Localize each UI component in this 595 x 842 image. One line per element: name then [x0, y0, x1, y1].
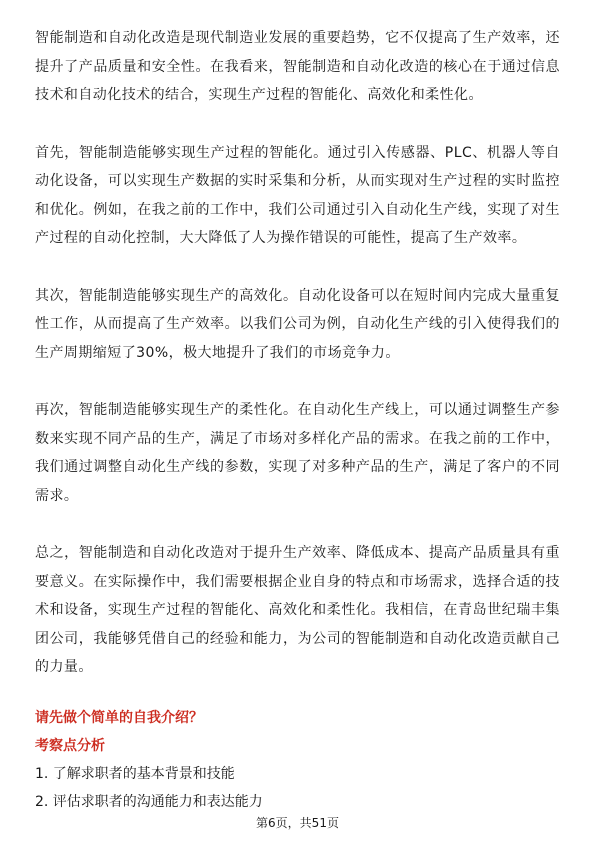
paragraph-intro: 智能制造和自动化改造是现代制造业发展的重要趋势，它不仅提高了生产效率，还提升了产品质量和安全性。在我看来，智能制造和自动化改造的核心在于通过信息技术和自动化技术的结合，实现生产过程的智能化、高效化和柔性化。: [35, 30, 560, 103]
question-section: [35, 706, 560, 816]
analysis-title: 考察点分析: [35, 738, 105, 754]
paragraph-efficient: 其次，智能制造能够实现生产的高效化。自动化设备可以在短时间内完成大量重复性工作，从而提高了生产效率。以我们公司为例，自动化生产线的引入使得我们的生产周期缩短了30%，极大地提升了我们的市场竞争力。: [35, 287, 560, 361]
answer-body: [35, 24, 560, 711]
page-number: 第6页，共51页: [256, 816, 339, 830]
list-item: 2. 评估求职者的沟通能力和表达能力: [35, 794, 263, 810]
paragraph-intelligent: 首先，智能制造能够实现生产过程的智能化。通过引入传感器、PLC、机器人等自动化设备，可以实现生产数据的实时采集和分析，从而实现对生产过程的实时监控和优化。例如，在我之前的工作中，我们公司通过引入自动化生产线，实现了对生产过程的自动化控制，大大降低了人为操作错误的可能性，提高了生产效率。: [35, 144, 560, 246]
list-item: 1. 了解求职者的基本背景和技能: [35, 766, 235, 782]
paragraph-flexible: 再次，智能制造能够实现生产的柔性化。在自动化生产线上，可以通过调整生产参数来实现不同产品的生产，满足了市场对多样化产品的需求。在我之前的工作中，我们通过调整自动化生产线的参数，实现了对多种产品的生产，满足了客户的不同需求。: [35, 402, 560, 504]
paragraph-conclusion: 总之，智能制造和自动化改造对于提升生产效率、降低成本、提高产品质量具有重要意义。在实际操作中，我们需要根据企业自身的特点和市场需求，选择合适的技术和设备，实现生产过程的智能化、高效化和柔性化。我相信，在青岛世纪瑞丰集团公司，我能够凭借自己的经验和能力，为公司的智能制造和自动化改造贡献自己的力量。: [35, 545, 560, 675]
analysis-list: [35, 760, 560, 816]
question-title: 请先做个简单的自我介绍？: [35, 710, 203, 726]
